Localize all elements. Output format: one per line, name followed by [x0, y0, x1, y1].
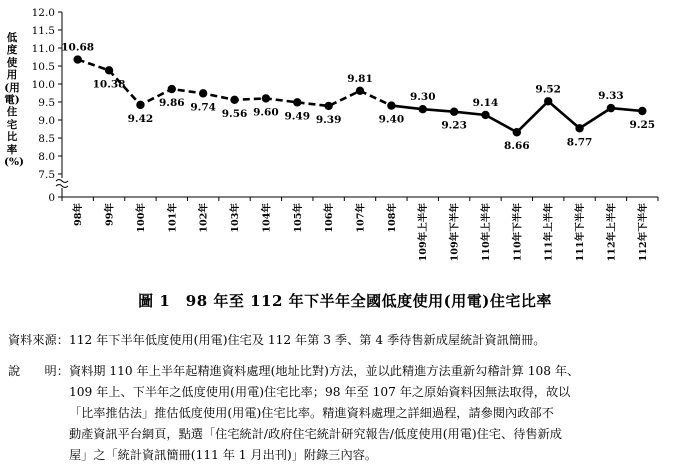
data-point: [513, 128, 521, 136]
y-tick-labels: [32, 7, 55, 204]
data-point: [638, 107, 646, 115]
data-value-label: 10.68: [61, 41, 95, 54]
x-category-label: 98年: [73, 203, 85, 226]
explanation-line: 動產資訊平台網頁，點選「住宅統計/政府住宅統計研究報告/低度使用(用電)住宅、待售新成: [68, 427, 562, 441]
data-point: [230, 96, 238, 104]
data-point: [419, 105, 427, 113]
y-tick-label: 11.5: [31, 25, 55, 37]
explanation-line: 屋」之「統計資訊簡冊(111 年 1 月出刊)」附錄三內容。: [68, 448, 378, 462]
data-point: [136, 101, 144, 109]
data-point: [293, 98, 301, 106]
data-value-label: 9.74: [190, 101, 216, 114]
x-category-label: 106年: [324, 203, 336, 233]
data-value-label: 9.14: [472, 96, 499, 109]
data-point: [387, 101, 395, 109]
x-category-label: 108年: [386, 203, 398, 233]
explanation-text: [69, 361, 684, 466]
y-tick-label: 8.0: [38, 151, 55, 163]
data-point: [262, 94, 270, 102]
data-value-label: 9.33: [598, 90, 624, 103]
y-tick-label: 9.5: [38, 97, 55, 109]
series-lines: [78, 60, 643, 133]
data-point: [575, 124, 583, 132]
source-label: 資料來源：: [8, 333, 69, 347]
figure-caption: 圖 1 98 年至 112 年下半年全國低度使用(用電)住宅比率: [138, 292, 552, 310]
data-value-label: 9.40: [378, 113, 405, 126]
x-category-label: 100年: [135, 203, 147, 233]
x-category-labels: [72, 203, 649, 262]
x-category-label: 99年: [104, 203, 116, 226]
y-axis-title: 低度使用(用電)住宅比率(%): [4, 32, 24, 169]
x-category-label: 111年上半年: [543, 203, 555, 262]
data-point: [544, 97, 552, 105]
x-category-label: 110年上半年: [480, 203, 492, 262]
x-category-label: 112年下半年: [637, 203, 649, 262]
x-category-label: 111年下半年: [575, 203, 587, 262]
y-tick-label: 7.5: [38, 169, 55, 181]
x-category-label: 110年下半年: [512, 203, 524, 262]
data-value-label: 9.81: [347, 72, 373, 85]
x-category-label: 103年: [230, 203, 242, 233]
data-value-label: 8.77: [566, 136, 593, 149]
data-point: [199, 89, 207, 97]
data-value-label: 9.30: [409, 91, 436, 104]
data-value-label: 9.86: [159, 97, 185, 110]
data-point: [324, 102, 332, 110]
data-value-label: 9.56: [221, 107, 248, 120]
y-tick-label: 11.0: [31, 43, 55, 55]
x-category-label: 104年: [261, 203, 273, 233]
x-category-label: 112年上半年: [606, 203, 618, 262]
y-tick-label: 9.0: [38, 115, 55, 127]
value-labels: [61, 42, 655, 153]
data-point: [607, 104, 615, 112]
y-tick-label: 10.0: [31, 79, 55, 91]
data-point: [73, 55, 81, 63]
x-category-label: 101年: [167, 203, 179, 233]
axis-break-mark: [56, 180, 68, 188]
x-category-label: 102年: [198, 203, 210, 233]
x-category-label: 109年上半年: [418, 203, 430, 262]
data-point: [356, 87, 364, 95]
data-value-label: 9.52: [535, 83, 561, 96]
explanation-line: 資料期 110 年上半年起精進資料處理(地址比對)方法，並以此精進方法重新勾稽計算 108 年、: [68, 364, 580, 378]
y-tick-label: 0: [48, 192, 55, 204]
data-value-label: 10.38: [92, 78, 126, 91]
data-value-label: 9.25: [629, 119, 656, 131]
source-text: 112 年下半年低度使用(用電)住宅及 112 年第 3 季、第 4 季待售新成屋統計資訊簡冊。: [68, 333, 546, 347]
explanation-line: 「比率推估法」推估低度使用(用電)住宅比率。精進資料處理之詳細過程，請參閱內政部不: [68, 406, 554, 420]
data-value-label: 9.60: [253, 106, 279, 119]
series-line-solid: [391, 101, 642, 132]
notes-section: [8, 330, 684, 466]
x-category-label: 107年: [355, 203, 367, 233]
explanation-label: 說 明：: [8, 364, 69, 378]
data-value-label: 9.42: [127, 112, 154, 125]
data-point: [481, 111, 489, 119]
y-tick-label: 8.5: [38, 133, 55, 145]
chart-axes: [56, 12, 658, 201]
data-point: [450, 108, 458, 116]
source-row: [8, 330, 684, 351]
data-value-label: 9.23: [441, 119, 467, 132]
explanation-row: [8, 361, 684, 466]
data-value-label: 9.39: [315, 113, 342, 126]
y-tick-label: 12.0: [31, 7, 55, 19]
data-value-label: 9.49: [284, 110, 311, 123]
x-category-label: 105年: [292, 203, 304, 233]
x-category-label: 109年下半年: [449, 203, 461, 262]
y-tick-label: 10.5: [31, 61, 55, 73]
data-value-label: 8.66: [504, 140, 530, 153]
data-point: [168, 85, 176, 93]
explanation-line: 109 年上、下半年之低度使用(用電)住宅比率；98 年至 107 年之原始資料因無法取得，故以: [68, 385, 571, 399]
data-point: [105, 66, 113, 74]
